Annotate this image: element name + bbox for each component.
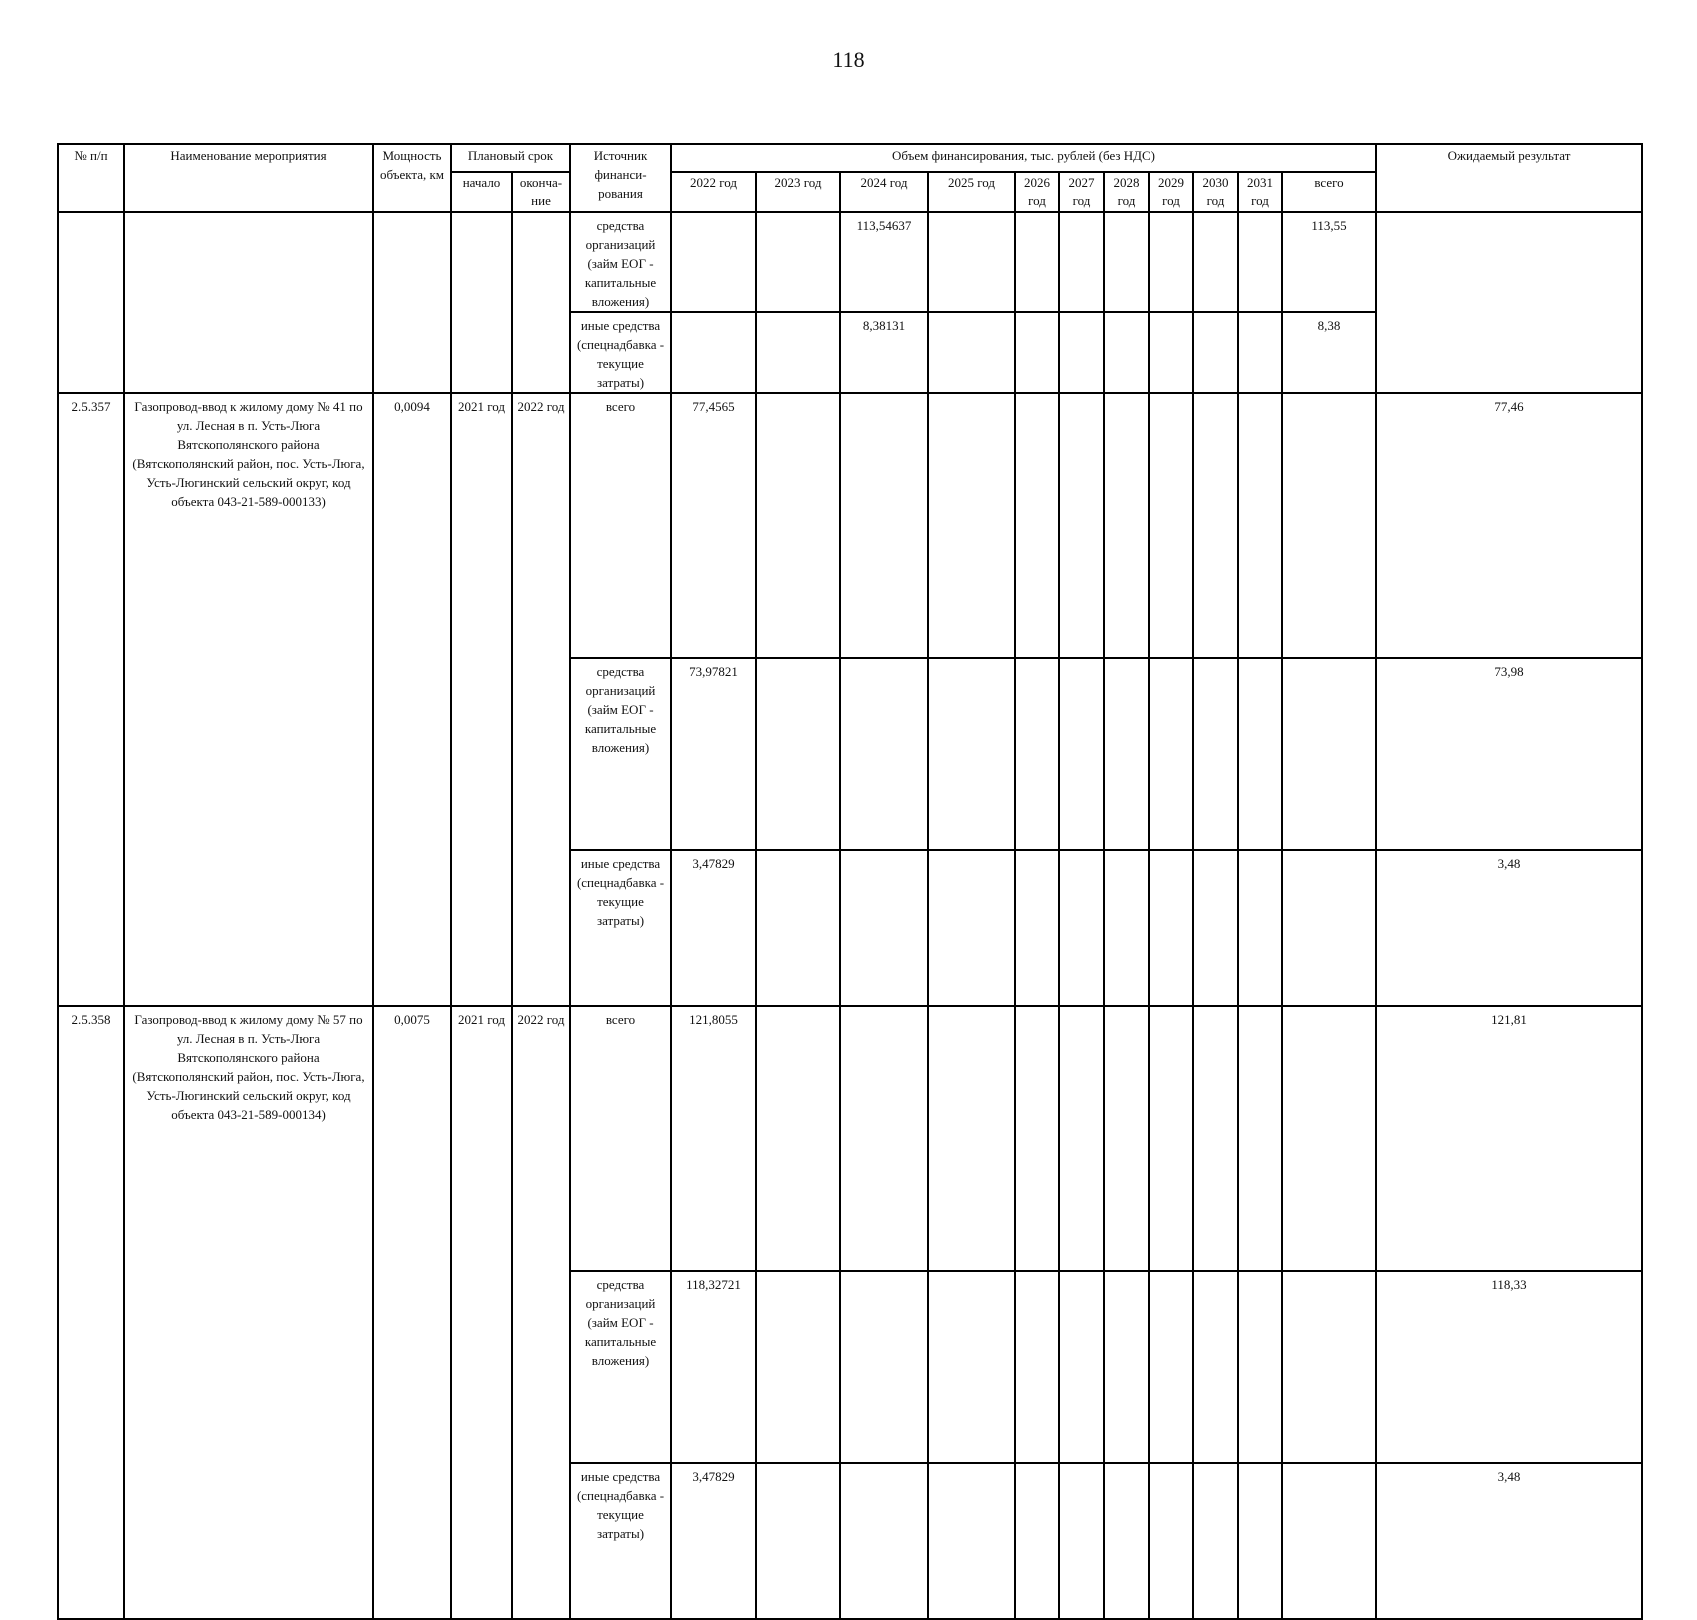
header-year: 2023 год (756, 172, 840, 212)
table-row (58, 1006, 1642, 1271)
total-cell: 3,48 (1376, 1463, 1642, 1619)
header-year: 2031 год (1238, 172, 1282, 212)
item-num: 2.5.357 (58, 393, 124, 1006)
header-num: № п/п (58, 144, 124, 212)
source-cell: средства организаций (займ ЕОГ - капитальные вложения) (570, 658, 671, 850)
header-year: 2024 год (840, 172, 928, 212)
item-capacity: 0,0094 (373, 393, 451, 1006)
source-cell: иные средства (спецнадбавка - текущие затраты) (570, 312, 671, 393)
source-cell: иные средства (спецнадбавка - текущие затраты) (570, 850, 671, 1006)
value-cell: 113,54637 (840, 212, 928, 312)
total-cell: 118,33 (1376, 1271, 1642, 1463)
item-start: 2021 год (451, 1006, 512, 1619)
header-year: 2022 год (671, 172, 756, 212)
value-cell: 121,8055 (671, 1006, 756, 1271)
header-financing: Объем финансирования, тыс. рублей (без НДС) (671, 144, 1376, 172)
header-total: всего (1282, 172, 1376, 212)
header-result: Ожидаемый результат (1376, 144, 1642, 212)
header-year: 2030 год (1193, 172, 1238, 212)
header-year: 2025 год (928, 172, 1015, 212)
item-end: 2022 год (512, 393, 570, 1006)
item-end: 2022 год (512, 1006, 570, 1619)
header-end: оконча-ние (512, 172, 570, 212)
header-year: 2027 год (1059, 172, 1104, 212)
header-year: 2026 год (1015, 172, 1059, 212)
source-cell: всего (570, 393, 671, 658)
header-source: Источник финанси-рования (570, 144, 671, 212)
value-cell: 77,4565 (671, 393, 756, 658)
source-cell: иные средства (спецнадбавка - текущие затраты) (570, 1463, 671, 1619)
total-cell: 77,46 (1376, 393, 1642, 658)
value-cell: 118,32721 (671, 1271, 756, 1463)
table-row (58, 212, 1642, 312)
total-cell: 8,38 (1282, 312, 1376, 393)
total-cell: 113,55 (1282, 212, 1376, 312)
source-cell: всего (570, 1006, 671, 1271)
table-row (58, 393, 1642, 658)
value-cell: 3,47829 (671, 1463, 756, 1619)
item-name: Газопровод-ввод к жилому дому № 41 по ул. Лесная в п. Усть-Люга Вятскополянского района (Вятскополянский район, пос. Усть-Люга, Усть-Люгинский сельский округ, код объекта 043-21-589-000133) (124, 393, 373, 1006)
header-year: 2029 год (1149, 172, 1193, 212)
item-name: Газопровод-ввод к жилому дому № 57 по ул. Лесная в п. Усть-Люга Вятскополянского района (Вятскополянский район, пос. Усть-Люга, Усть-Люгинский сельский округ, код объекта 043-21-589-000134) (124, 1006, 373, 1619)
item-start: 2021 год (451, 393, 512, 1006)
header-name: Наименование мероприятия (124, 144, 373, 212)
financing-table (57, 143, 1643, 1620)
header-start: начало (451, 172, 512, 212)
page-number: 118 (832, 47, 865, 72)
header-year: 2028 год (1104, 172, 1149, 212)
total-cell: 121,81 (1376, 1006, 1642, 1271)
header-capacity: Мощность объекта, км (373, 144, 451, 212)
source-cell: средства организаций (займ ЕОГ - капитальные вложения) (570, 212, 671, 312)
source-cell: средства организаций (займ ЕОГ - капитальные вложения) (570, 1271, 671, 1463)
total-cell: 3,48 (1376, 850, 1642, 1006)
value-cell: 3,47829 (671, 850, 756, 1006)
item-num: 2.5.358 (58, 1006, 124, 1619)
value-cell: 8,38131 (840, 312, 928, 393)
value-cell: 73,97821 (671, 658, 756, 850)
total-cell: 73,98 (1376, 658, 1642, 850)
item-capacity: 0,0075 (373, 1006, 451, 1619)
header-planned-term: Плановый срок (451, 144, 570, 172)
